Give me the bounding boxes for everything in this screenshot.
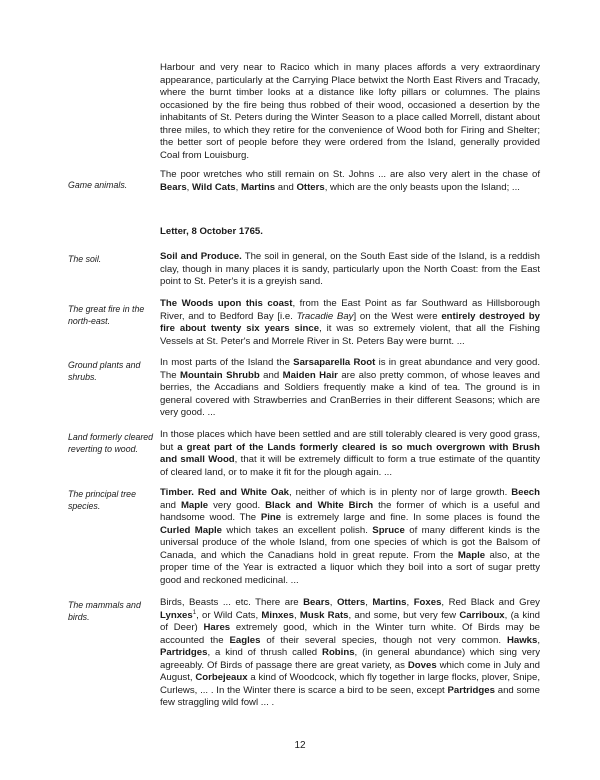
margin-note-game-animals: Game animals. — [68, 180, 128, 190]
paragraph-woods-fire: The Woods upon this coast, from the East Point as far Southward as Hillsborough River, and to Bedford Bay [i.e. Tracadie Bay] on the West were entirely destroyed by fire about twenty six years since, it was so extremely violent, that all the Fishing Vessels at St. Peter's and Morrele River in St. Peters Bay were burnt. ... — [160, 298, 540, 347]
paragraph-poor-wretches: The poor wretches who still remain on St. Johns ... are also very alert in the chase of Bears, Wild Cats, Martins and Otters, which are the only beasts upon the Island; ... — [160, 169, 540, 193]
margin-note-great-fire: The great fire in the north-east. — [68, 304, 145, 326]
paragraph-land-reverting: In those places which have been settled and are still tolerably cleared is very good grass, but a great part of the Lands formerly cleared is so much overgrown with Brush and small Wood, that it will be extremely difficult to form a true estimate of the quantity of cleared land, or to make it fit for the plough again. ... — [160, 429, 540, 478]
paragraph-soil: Soil and Produce. The soil in general, on the South East side of the Island, is a reddish clay, though in many places it is sandy, particularly upon the North Coast: from the East point to St. Peter's it is a greyish sand. — [160, 251, 540, 287]
letter-heading: Letter, 8 October 1765. — [160, 226, 263, 237]
paragraph-carrying-place: Harbour and very near to Racico which in many places affords a very extraordinary appearance, particularly at the Carrying Place betwixt the North East Rivers and Tracady, where the burnt timber looks at a distance like lofty pillars or columnes. The plains occasioned by the fire being thus robbed of their wood, occasioned a desertion by the inhabitants of St. Peters during the Winter Season to a place called Morrell, distant about three miles, to which they retire for the convenience of Wood both for Firing and Shelter; the better sort of people before they were ordered from the Island, generally provided Coal from Louisburg. — [160, 62, 540, 161]
paragraph-ground-plants: In most parts of the Island the Sarsaparella Root is in great abundance and very good. The Mountain Shrubb and Maiden Hair are also pretty common, of whose leaves and berries, the Accadians and Soldiers frequently make a kind of tea. The ground is in general covered with Strawberries and CranBerries in their different Seasons; which are very good. ... — [160, 357, 540, 418]
paragraph-timber: Timber. Red and White Oak, neither of which is in plenty nor of large growth. Beech and Maple very good. Black and White Birch the former of which is a useful and handsome wood. The Pine is extremely large and fine. In some places is found the Curled Maple which takes an excellent polish. Spruce of many different kinds is the universal produce of the whole Island, from one species of which is got the Balsom of Canada, and which the Canadians hold in great repute. From the Maple also, at the proper time of the Year is extracted a liquor which they boil into a sort of sugar pretty good and reckoned medicinal. ... — [160, 487, 540, 586]
margin-note-soil: The soil. — [68, 254, 102, 264]
margin-note-ground-plants: Ground plants and shrubs. — [68, 360, 141, 382]
margin-note-mammals-birds: The mammals and birds. — [68, 600, 141, 622]
margin-note-land-reverting: Land formerly cleared reverting to wood. — [68, 432, 154, 454]
page-number: 12 — [294, 740, 306, 751]
paragraph-mammals-birds: Birds, Beasts ... etc. There are Bears, Otters, Martins, Foxes, Red Black and Grey Lynxes$^1$, or Wild Cats, Minxes, Musk Rats, and some, but very few Carribouх, (a kind of Deer) Hares extremely good, which in the Winter turn white. Of Birds may be accounted the Eagles of their several species, though not very common. Hawks, Partridges, a kind of thrush called Robins, (in general abundance) which sing very agreeably. Of Birds of passage there are great variety, as Doves which come in July and August, Corbejeaux a kind of Woodcock, which fly together in large flocks, plover, Snipe, Curlews, ... . In the Winter there is scarce a bird to be seen, except Partridges and some few straggling wild fowl ... . — [160, 597, 541, 708]
margin-note-principal-tree: The principal tree species. — [68, 489, 136, 511]
